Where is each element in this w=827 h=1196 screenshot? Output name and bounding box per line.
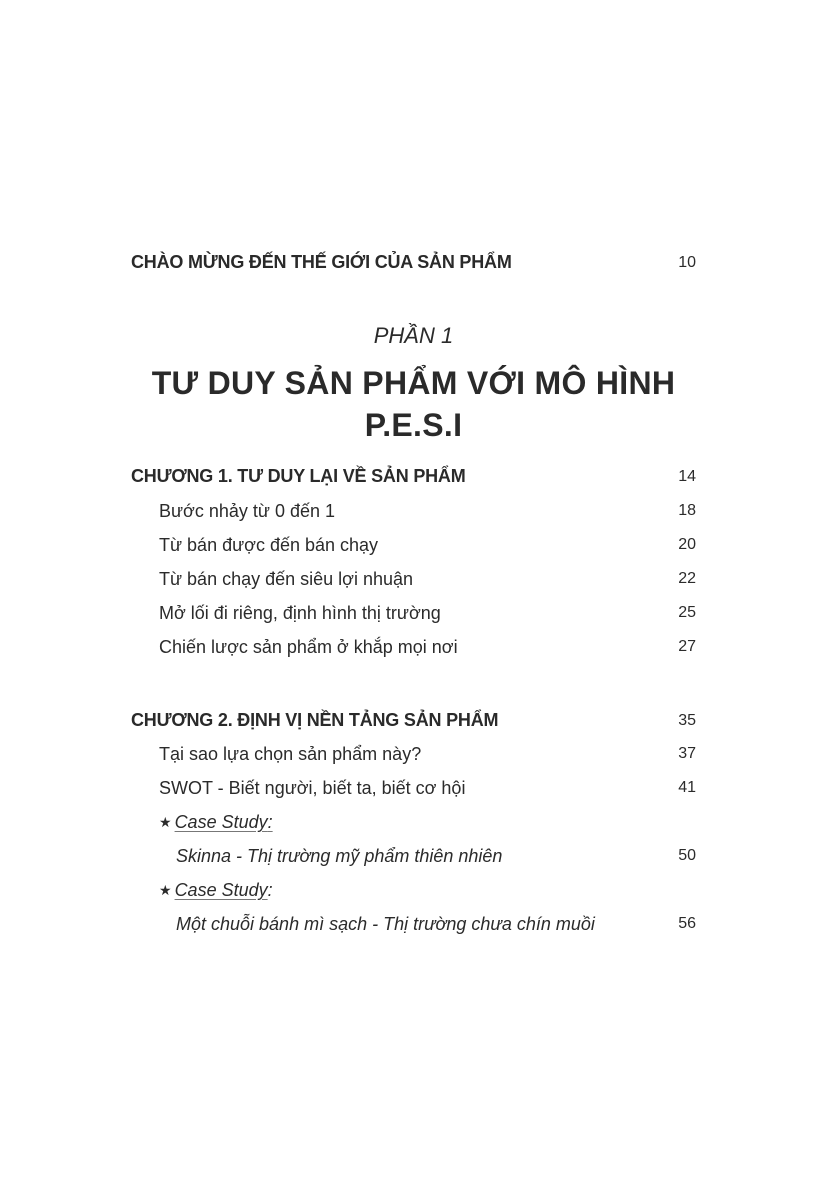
toc-entry-label: CHÀO MỪNG ĐẾN THẾ GIỚI CỦA SẢN PHẨM <box>131 252 512 272</box>
toc-entry-welcome[interactable] <box>0 252 827 286</box>
case-study-heading <box>0 812 827 846</box>
toc-page-number: 27 <box>678 638 696 655</box>
toc-page-number: 14 <box>678 468 696 485</box>
toc-section[interactable] <box>0 569 827 603</box>
toc-page-number: 50 <box>678 847 696 864</box>
toc-section[interactable] <box>0 603 827 637</box>
section-label: SWOT - Biết người, biết ta, biết cơ hội <box>159 778 466 798</box>
chapter-label: CHƯƠNG 1. TƯ DUY LẠI VỀ SẢN PHẨM <box>131 466 466 486</box>
toc-section[interactable] <box>0 501 827 535</box>
toc-section[interactable] <box>0 778 827 812</box>
case-study-label: Case Study <box>174 880 268 900</box>
part-title-line-2: P.E.S.I <box>364 407 463 443</box>
section-label: Bước nhảy từ 0 đến 1 <box>159 501 336 521</box>
toc-page-number: 10 <box>678 254 696 271</box>
section-label: Mở lối đi riêng, định hình thị trường <box>159 603 441 623</box>
toc-page-number: 37 <box>678 745 696 762</box>
section-label: Từ bán chạy đến siêu lợi nhuận <box>159 569 414 589</box>
case-study-label: Case Study <box>174 812 268 832</box>
toc-section[interactable] <box>0 744 827 778</box>
toc-page-number: 25 <box>678 604 696 621</box>
toc-chapter-1[interactable] <box>0 466 827 500</box>
toc-page-number: 35 <box>678 712 696 729</box>
case-study-title: Một chuỗi bánh mì sạch - Thị trường chưa chín muồi <box>176 914 595 934</box>
toc-page-number: 56 <box>678 915 696 932</box>
toc-case-study[interactable] <box>0 914 827 948</box>
section-label: Chiến lược sản phẩm ở khắp mọi nơi <box>159 637 458 657</box>
toc-page-number: 20 <box>678 536 696 553</box>
case-study-heading <box>0 880 827 914</box>
toc-case-study[interactable] <box>0 846 827 880</box>
case-study-title: Skinna - Thị trường mỹ phẩm thiên nhiên <box>176 846 503 866</box>
toc-page-number: 41 <box>678 779 696 796</box>
toc-page-number: 18 <box>678 502 696 519</box>
star-icon: ★ <box>159 814 172 830</box>
toc-section[interactable] <box>0 535 827 569</box>
section-label: Tại sao lựa chọn sản phẩm này? <box>159 744 422 764</box>
star-icon: ★ <box>159 882 172 898</box>
chapter-label: CHƯƠNG 2. ĐỊNH VỊ NỀN TẢNG SẢN PHẨM <box>131 710 499 730</box>
part-title <box>0 362 827 446</box>
case-study-colon: : <box>267 880 273 900</box>
section-label: Từ bán được đến bán chạy <box>159 535 379 555</box>
case-study-colon: : <box>267 812 273 832</box>
toc-page-number: 22 <box>678 570 696 587</box>
toc-section[interactable] <box>0 637 827 671</box>
part-label: PHẦN 1 <box>373 323 454 348</box>
toc-chapter-2[interactable] <box>0 710 827 744</box>
part-title-line-1: TƯ DUY SẢN PHẨM VỚI MÔ HÌNH <box>151 365 676 401</box>
